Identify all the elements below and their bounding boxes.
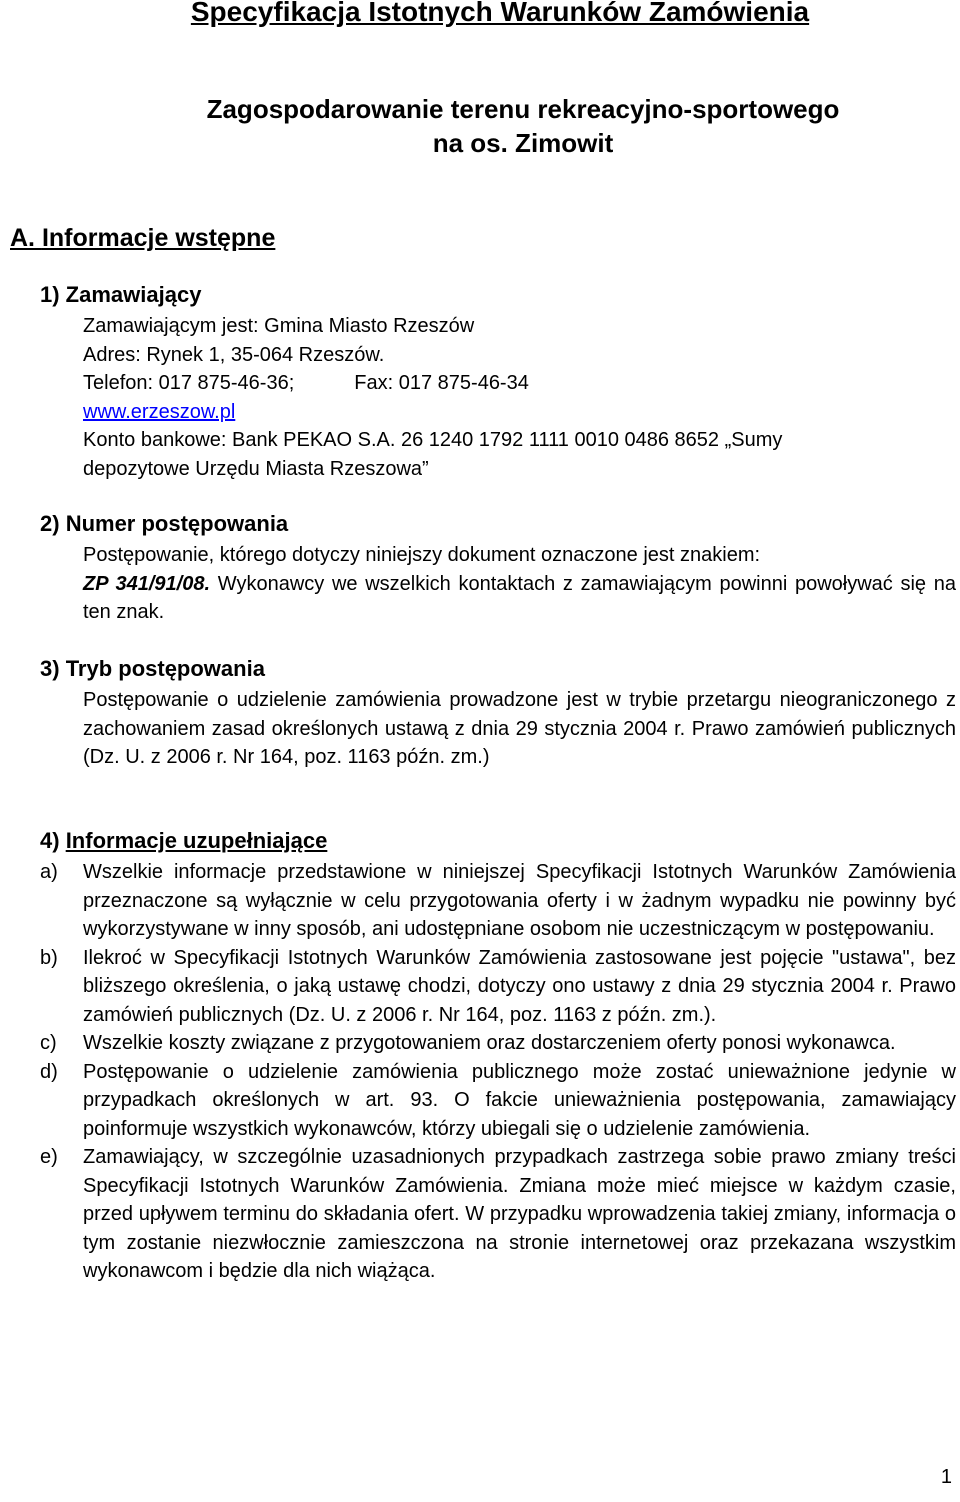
- zamawiajacy-name: Zamawiającym jest: Gmina Miasto Rzeszów: [83, 315, 475, 337]
- document-title: Specyfikacja Istotnych Warunków Zamówienia: [190, 0, 810, 27]
- item-label: e): [40, 1146, 58, 1168]
- item-text: Zamawiający, w szczególnie uzasadnionych przypadkach zastrzega sobie prawo zmiany treści Specyfikacji Istotnych Warunków Zamówienia. Zmiana może mieć miejsce w każdym czasie, przed upływem terminu do składania ofert. W przypadku wprowadzenia takiej zmiany, informacja o tym zostanie niezwłocznie zamieszczona na stronie internetowej oraz przekazana wszystkim wykonawcom i będzie dla nich wiążąca.: [83, 1146, 956, 1282]
- section-a-title: Informacje wstępne: [41, 224, 276, 252]
- zamawiajacy-contact: [83, 369, 956, 398]
- zamawiajacy-heading: 1) Zamawiający: [40, 282, 202, 307]
- tryb-postepowania-heading: [40, 656, 265, 682]
- page-number: 1: [940, 1466, 952, 1488]
- informacje-list: [40, 858, 956, 1286]
- item-text: Ilekroć w Specyfikacji Istotnych Warunków Zamówienia zastosowane jest pojęcie "ustawa", bez bliższego określenia, o jaką ustawę chodzi, dotyczy ono ustawy z dnia 29 stycznia 2004 r. Prawo zamówień publicznych (Dz. U. z 2006 r. Nr 164, poz. 1163 z późn. zm.).: [83, 946, 956, 1026]
- website-link[interactable]: www.erzeszow.pl: [83, 400, 236, 423]
- item-text: Wszelkie informacje przedstawione w niniejszej Specyfikacji Istotnych Warunków Zamówienia przeznaczone są wyłącznie w celu przygotowania oferty i w żadnym wypadku nie powinny być wykorzystywane w inny sposób, ani udostępniane osobom nie uczestniczącym w postępowaniu.: [83, 861, 956, 940]
- list-item: [40, 858, 956, 944]
- bank-account-line-2: depozytowe Urzędu Miasta Rzeszowa”: [83, 457, 429, 480]
- tryb-postepowania-text: Postępowanie o udzielenie zamówienia prowadzone jest w trybie przetargu nieograniczonego z zachowaniem zasad określonych ustawą z dnia 29 stycznia 2004 r. Prawo zamówień publicznych (Dz. U. z 2006 r. Nr 164, poz. 1163 późn. zm.): [83, 689, 956, 768]
- numer-postepowania-paragraph: [83, 570, 956, 627]
- section-a-prefix: A.: [10, 224, 35, 252]
- heading-text: Informacje uzupełniające: [65, 828, 328, 853]
- heading-text: Numer postępowania: [65, 511, 289, 536]
- section-a-heading: [10, 224, 275, 253]
- list-item: [40, 1143, 956, 1286]
- item-label: d): [40, 1060, 58, 1083]
- zamawiajacy-address: Adres: Rynek 1, 35-064 Rzeszów.: [83, 343, 385, 366]
- item-text: Postępowanie o udzielenie zamówienia publicznego może zostać unieważnione jedynie w przypadkach określonych w art. 93. O fakcie unieważnienia postępowania, zamawiający poinformuje wszystkich wykonawców, którzy ubiegali się o udzielenie zamówienia.: [83, 1060, 956, 1140]
- list-item: [40, 1029, 956, 1058]
- item-text: Wszelkie koszty związane z przygotowaniem oraz dostarczeniem oferty ponosi wykonawca.: [83, 1032, 896, 1054]
- zamawiajacy-details: [83, 312, 956, 483]
- list-item: [40, 1058, 956, 1144]
- heading-text: Tryb postępowania: [65, 656, 265, 681]
- subtitle-line-2: na os. Zimowit: [432, 128, 614, 158]
- heading-number: 2): [40, 511, 60, 536]
- case-code-note: Wykonawcy we wszelkich kontaktach z zamawiającym powinni powoływać się na ten znak.: [83, 572, 956, 623]
- numer-postepowania-text: [83, 541, 956, 627]
- fax-text: Fax: 017 875-46-34: [354, 372, 529, 394]
- phone-text: Telefon: 017 875-46-36;: [83, 372, 295, 394]
- document-subtitle: [0, 92, 960, 160]
- numer-postepowania-line: Postępowanie, którego dotyczy niniejszy dokument oznaczone jest znakiem:: [83, 544, 761, 566]
- list-item: [40, 944, 956, 1030]
- item-label: c): [40, 1032, 57, 1054]
- heading-number: 3): [40, 656, 60, 681]
- case-code: ZP 341/91/08.: [83, 572, 211, 595]
- numer-postepowania-heading: [40, 511, 288, 537]
- subtitle-line-1: Zagospodarowanie terenu rekreacyjno-sportowego: [206, 94, 840, 124]
- heading-number: 4): [40, 828, 60, 853]
- item-label: a): [40, 861, 58, 883]
- bank-account-line-1: Konto bankowe: Bank PEKAO S.A. 26 1240 1792 1111 0010 0486 8652 „Sumy: [83, 429, 783, 451]
- informacje-uzupelniajace-heading: [40, 828, 327, 854]
- item-label: b): [40, 946, 58, 969]
